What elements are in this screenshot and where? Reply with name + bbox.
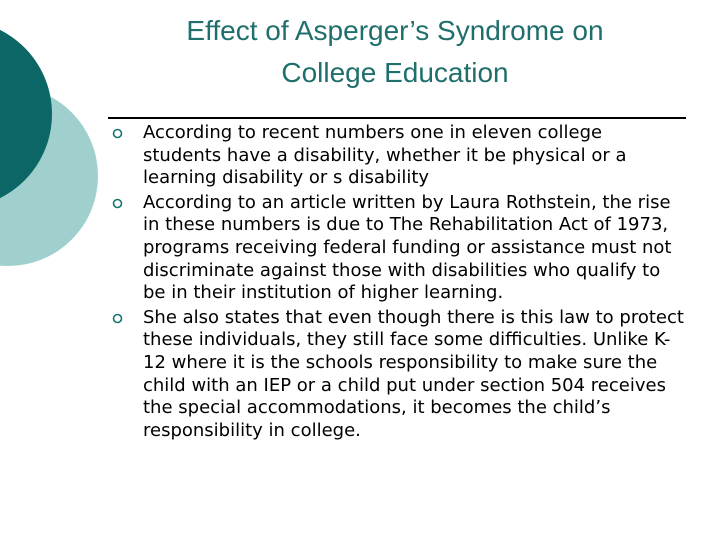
bullet-item-3 <box>112 307 684 443</box>
decorative-circles <box>0 0 120 320</box>
bullet-text-3: She also states that even though there is this law to protect these individuals, they still face some difficulties. Unlike K-12 where it is the schools responsibility to make sure the child with an IEP or a child put under section 504 receives the special accommodations, it becomes the child’s responsibility in college. <box>143 306 684 441</box>
hollow-circle-bullet-icon <box>112 128 123 139</box>
bullet-text-2: According to an article written by Laura Rothstein, the rise in these numbers is due to The Rehabilitation Act of 1973, programs receiving federal funding or assistance must not discriminate against those with disabilities who qualify to be in their institution of higher learning. <box>143 191 672 304</box>
bullet-item-1 <box>112 122 684 190</box>
title-divider <box>108 117 686 119</box>
bullet-item-2 <box>112 192 684 305</box>
bullet-list <box>112 122 684 442</box>
hollow-circle-bullet-icon <box>112 198 123 209</box>
bullet-text-1: According to recent numbers one in eleven college students have a disability, whether it be physical or a learning disability or s disability <box>143 122 627 189</box>
hollow-circle-bullet-icon <box>112 313 123 324</box>
slide-title <box>110 10 680 94</box>
title-line-1: Effect of Asperger’s Syndrome on <box>186 15 604 46</box>
title-line-2: College Education <box>281 57 509 88</box>
